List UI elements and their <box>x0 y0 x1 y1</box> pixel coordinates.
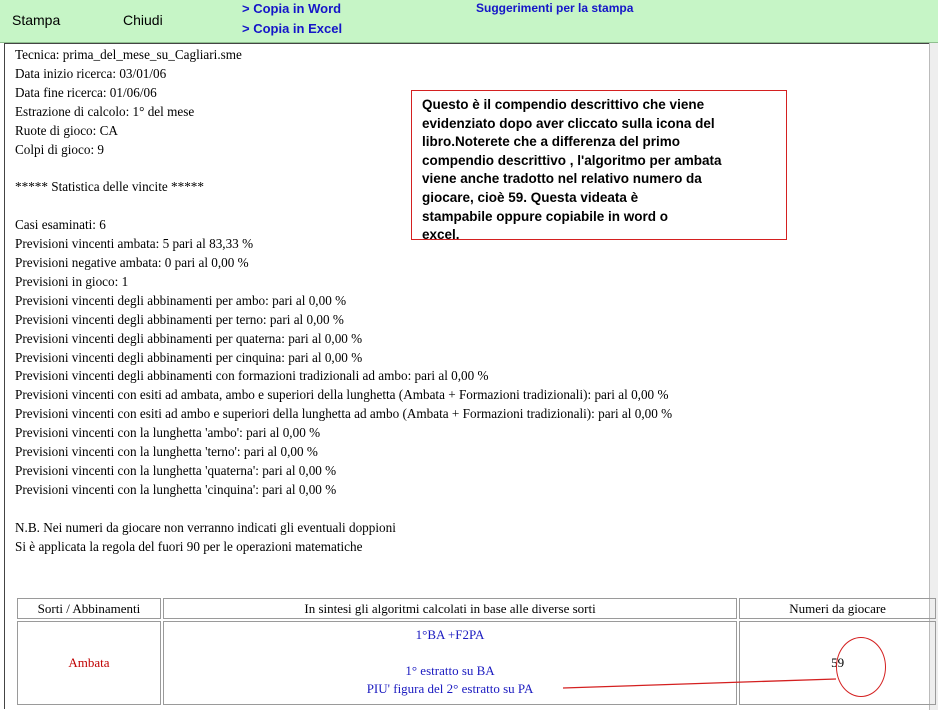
report-line: Tecnica: prima_del_mese_su_Cagliari.sme <box>15 47 242 62</box>
chiudi-button[interactable]: Chiudi <box>123 12 163 28</box>
report-line: Ruote di gioco: CA <box>15 122 118 138</box>
suggerimenti-link[interactable]: Suggerimenti per la stampa <box>476 1 634 15</box>
report-line: Previsioni vincenti con esiti ad ambata, ambo e superiori della lunghetta (Ambata + Formazioni tradizionali): pari al 0,00 % <box>15 387 669 403</box>
report-line: Previsioni vincenti con la lunghetta 'ambo': pari al 0,00 % <box>15 425 321 441</box>
numero-cell: 59 <box>739 621 936 705</box>
callout-line: viene anche tradotto nel relativo numero da <box>422 171 702 187</box>
sorte-cell: Ambata <box>17 621 161 705</box>
report-line: Data fine ricerca: 01/06/06 <box>15 84 157 100</box>
report-line: Estrazione di calcolo: 1° del mese <box>15 103 195 119</box>
report-line: Previsioni vincenti degli abbinamenti per cinquina: pari al 0,00 % <box>15 349 363 365</box>
report-line: ***** Statistica delle vincite ***** <box>15 179 204 195</box>
report-line: Casi esaminati: 6 <box>15 217 106 233</box>
report-line: Colpi di gioco: 9 <box>15 141 105 157</box>
callout-line: stampabile oppure copiabile in word o <box>422 208 669 224</box>
report-line: Previsioni vincenti degli abbinamenti con formazioni tradizionali ad ambo: pari al 0,00 % <box>15 368 489 384</box>
report-line: Data inizio ricerca: 03/01/06 <box>15 65 167 81</box>
callout-line: Questo è il compendio descrittivo che viene <box>422 97 705 112</box>
algorithm-formula: 1°BA +F2PA <box>415 627 485 642</box>
copia-word-link[interactable]: > Copia in Word <box>242 1 342 16</box>
report-line: Previsioni vincenti degli abbinamenti per ambo: pari al 0,00 % <box>15 292 347 308</box>
report-line: Si è applicata la regola del fuori 90 per le operazioni matematiche <box>15 538 363 554</box>
report-line: Previsioni vincenti ambata: 5 pari al 83,33 % <box>15 236 254 252</box>
callout-line: evidenziato dopo aver cliccato sulla icona del <box>422 115 715 131</box>
algorithm-step-1: 1° estratto su BA <box>405 663 495 678</box>
report-line: Previsioni negative ambata: 0 pari al 0,00 % <box>15 254 249 270</box>
callout-line: giocare, cioè 59. Questa videata è <box>422 189 639 205</box>
callout-line: compendio descrittivo , l'algoritmo per ambata <box>422 152 722 168</box>
report-line: Previsioni vincenti degli abbinamenti per quaterna: pari al 0,00 % <box>15 330 363 346</box>
report-line: Previsioni vincenti con la lunghetta 'terno': pari al 0,00 % <box>15 444 318 460</box>
stampa-button[interactable]: Stampa <box>12 12 61 28</box>
callout-line: excel. <box>422 227 460 243</box>
header-sintesi: In sintesi gli algoritmi calcolati in base alle diverse sorti <box>163 598 737 619</box>
report-line: Previsioni vincenti con la lunghetta 'cinquina': pari al 0,00 % <box>15 481 337 497</box>
callout-line: libro.Noterete che a differenza del primo <box>422 134 681 150</box>
report-line: Previsioni in gioco: 1 <box>15 273 129 289</box>
report-line: Previsioni vincenti con la lunghetta 'quaterna': pari al 0,00 % <box>15 462 337 478</box>
header-numeri: Numeri da giocare <box>739 598 936 619</box>
report-line: Previsioni vincenti degli abbinamenti per terno: pari al 0,00 % <box>15 311 344 327</box>
header-sorti: Sorti / Abbinamenti <box>17 598 161 619</box>
algorithm-step-2: PIU' figura del 2° estratto su PA <box>366 681 534 696</box>
report-line: N.B. Nei numeri da giocare non verranno indicati gli eventuali doppioni <box>15 519 396 535</box>
copia-excel-link[interactable]: > Copia in Excel <box>242 21 343 36</box>
report-line: Previsioni vincenti con esiti ad ambo e superiori della lunghetta ad ambo (Ambata + Formazioni tradizionali): pari al 0,00 % <box>15 406 673 422</box>
